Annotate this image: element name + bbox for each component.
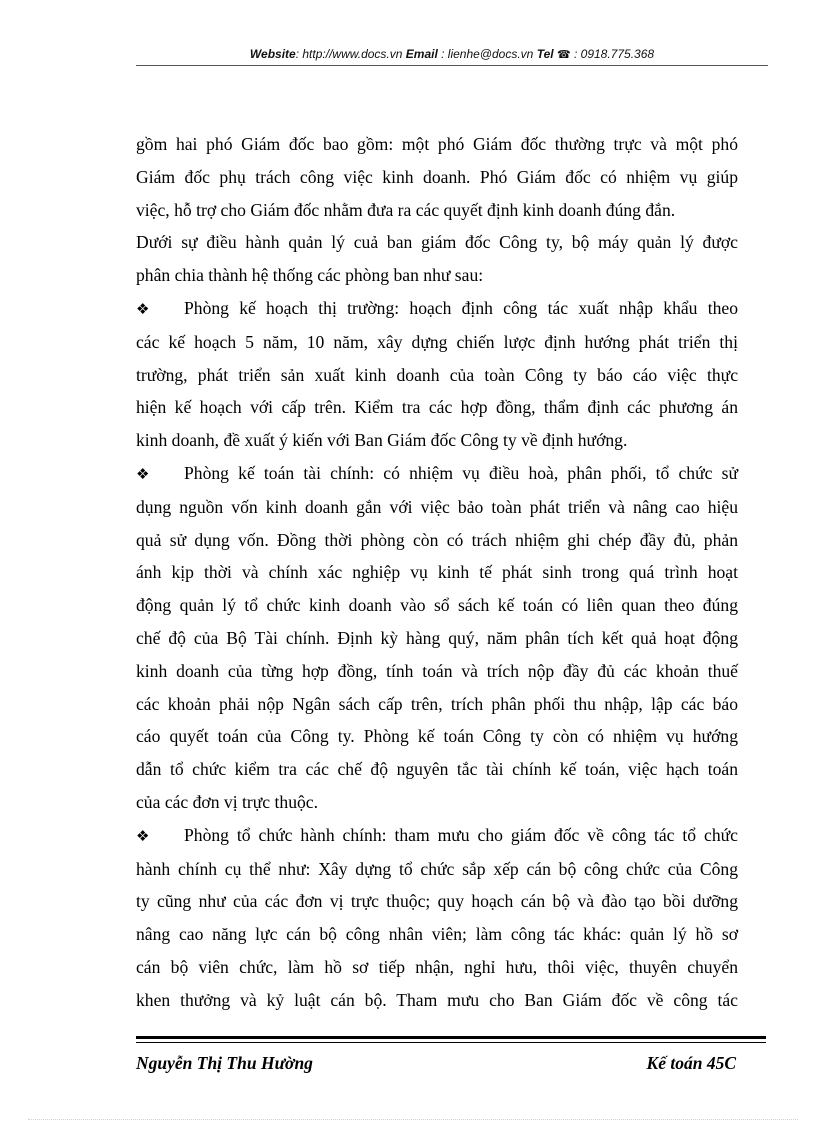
website-value: : http://www.docs.vn <box>295 47 406 61</box>
body-line: kinh doanh, đề xuất ý kiến với Ban Giám đốc Công ty về định hướng. <box>136 430 628 451</box>
body-line: hiện kế hoạch với cấp trên. Kiểm tra các hợp đồng, thẩm định các phương án <box>136 397 738 418</box>
body-line: ánh kịp thời và chính xác nghiệp vụ kinh tế phát sinh trong quá trình hoạt <box>136 562 738 583</box>
page-bottom-edge <box>28 1119 798 1120</box>
body-line: kinh doanh của từng hợp đồng, tính toán và trích nộp đầy đủ các khoản thuế <box>136 660 738 681</box>
body-line: Phòng kế hoạch thị trường: hoạch định công tác xuất nhập khẩu theo <box>184 297 738 318</box>
body-line: động quản lý tổ chức kinh doanh vào sổ sách kế toán có liên quan theo đúng <box>136 595 738 616</box>
body-line: quả sử dụng vốn. Đồng thời phòng còn có trách nhiệm ghi chép đầy đủ, phản <box>136 529 738 550</box>
body-line: dụng nguồn vốn kinh doanh gắn với việc bảo toàn phát triển và nâng cao hiệu <box>136 496 738 517</box>
body-line: các kế hoạch 5 năm, 10 năm, xây dựng chiến lược định hướng phát triển thị <box>136 331 738 352</box>
body-line: dẫn tổ chức kiểm tra các chế độ nguyên tắc tài chính kế toán, việc hạch toán <box>136 759 738 780</box>
body-line: các khoản phải nộp Ngân sách cấp trên, trích phân phối thu nhập, lập các báo <box>136 693 738 714</box>
body-line: việc, hỗ trợ cho Giám đốc nhằm đưa ra các quyết định kinh doanh đúng đắn. <box>136 199 676 220</box>
body-line: chế độ của Bộ Tài chính. Định kỳ hàng quý, năm phân tích kết quả hoạt động <box>136 627 738 648</box>
body-line: Dưới sự điều hành quản lý cuả ban giám đốc Công ty, bộ máy quản lý được <box>136 232 738 253</box>
body-line: gồm hai phó Giám đốc bao gồm: một phó Giám đốc thường trực và một phó <box>136 134 738 154</box>
body-line: phân chia thành hệ thống các phòng ban như sau: <box>136 265 484 286</box>
diamond-bullet-icon: ❖ <box>136 464 150 483</box>
body-line: của các đơn vị trực thuộc. <box>136 791 318 812</box>
tel-label: Tel <box>536 47 554 61</box>
body-line: Phòng tổ chức hành chính: tham mưu cho giám đốc về công tác tổ chức <box>184 824 738 845</box>
footer-class: Kế toán 45C <box>646 1053 736 1073</box>
body-line: Phòng kế toán tài chính: có nhiệm vụ điều hoà, phân phối, tổ chức sử <box>184 462 738 483</box>
footer-author: Nguyễn Thị Thu Hường <box>136 1053 313 1073</box>
tel-value: : 0918.775.368 <box>570 47 655 61</box>
list-item-first-line <box>136 819 738 853</box>
footer-divider-thin <box>136 1042 766 1043</box>
body-line: trường, phát triển sản xuất kinh doanh của toàn Công ty báo cáo việc thực <box>136 364 738 385</box>
footer-divider-thick <box>136 1036 766 1039</box>
email-label: Email <box>405 47 438 61</box>
document-body <box>136 128 738 1017</box>
header-divider <box>136 65 768 66</box>
body-line: nâng cao năng lực cán bộ công nhân viên; làm công tác khác: quản lý hồ sơ <box>136 924 738 945</box>
phone-icon: ☎ <box>556 49 571 61</box>
diamond-bullet-icon: ❖ <box>136 826 150 845</box>
page-header <box>136 47 768 65</box>
body-line: cáo quyết toán của Công ty. Phòng kế toán Công ty còn có nhiệm vụ hướng <box>136 726 738 747</box>
body-line: khen thưởng và kỷ luật cán bộ. Tham mưu cho Ban Giám đốc về công tác <box>136 989 738 1010</box>
list-item-first-line <box>136 292 738 326</box>
email-value: : lienhe@docs.vn <box>437 47 537 61</box>
list-item-first-line <box>136 457 738 491</box>
website-label: Website <box>249 47 296 61</box>
body-line: hành chính cụ thể như: Xây dựng tổ chức sắp xếp cán bộ công chức của Công <box>136 858 738 879</box>
body-line: cán bộ viên chức, làm hồ sơ tiếp nhận, nghỉ hưu, thôi việc, thuyên chuyển <box>136 956 738 977</box>
diamond-bullet-icon: ❖ <box>136 299 150 318</box>
body-line: Giám đốc phụ trách công việc kinh doanh. Phó Giám đốc có nhiệm vụ giúp <box>136 166 738 187</box>
body-line: ty cũng như của các đơn vị trực thuộc; quy hoạch cán bộ và đào tạo bồi dưỡng <box>136 891 738 912</box>
